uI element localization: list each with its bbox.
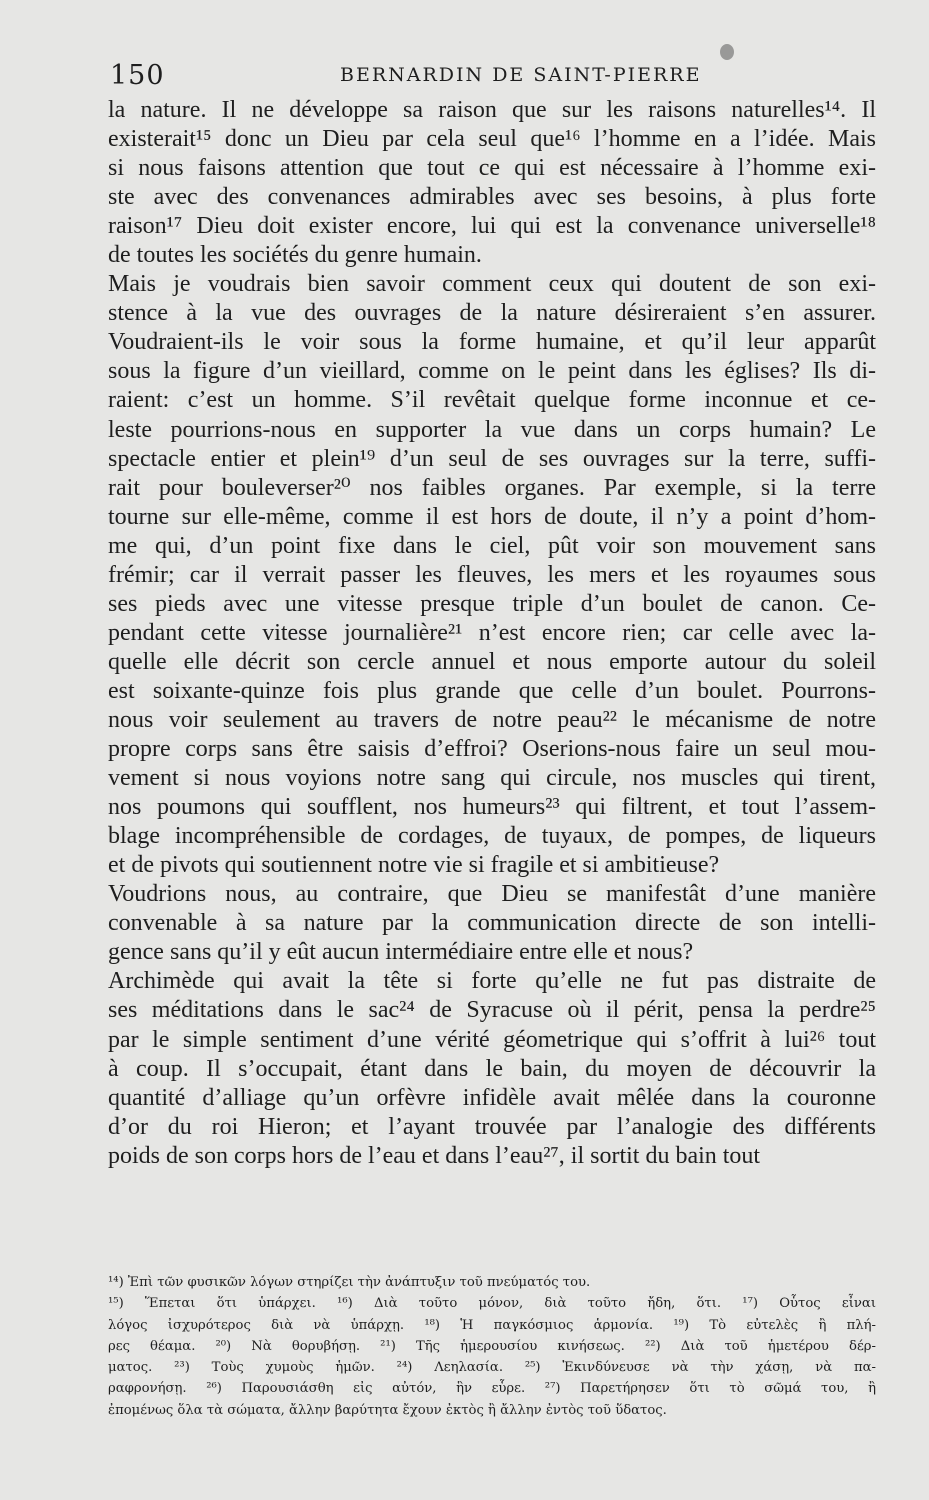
body-line: convenable à sa nature par la communication directe de son intelli- [108, 910, 876, 937]
body-line: nos poumons qui soufflent, nos humeurs²³ qui filtrent, et tout l’assem- [108, 794, 876, 821]
footnote-line: ¹⁵) Ἕπεται ὅτι ὑπάρχει. ¹⁶) Διὰ τοῦτο μόνον, διὰ τοῦτο ἤδη, ὅτι. ¹⁷) Οὗτος εἶναι [108, 1296, 876, 1312]
body-line: tourne sur elle-même, comme il est hors de doute, il n’y a point d’hom- [108, 503, 876, 530]
body-line: existerait¹⁵ donc un Dieu par cela seul que¹⁶ l’homme en a l’idée. Mais [108, 126, 876, 153]
footnote-line: ματος. ²³) Τοὺς χυμοὺς ἡμῶν. ²⁴) Λεηλασία. ²⁵) Ἐκινδύνευσε νὰ τὴν χάσῃ, νὰ πα- [108, 1360, 876, 1376]
body-line: la nature. Il ne développe sa raison que sur les raisons naturelles¹⁴. Il [108, 97, 876, 123]
body-line: rait pour bouleverser²⁰ nos faibles organes. Par exemple, si la terre [108, 474, 876, 501]
body-line: me qui, d’un point fixe dans le ciel, pût voir son mouvement sans [108, 532, 876, 559]
footnote-line: ραφρονήσῃ. ²⁶) Παρουσιάσθη εἰς αὐτόν, ἣν εὗρε. ²⁷) Παρετήρησεν ὅτι τὸ σῶμά του, ἢ [108, 1381, 876, 1397]
body-line: par le simple sentiment d’une vérité géometrique qui s’offrit à lui²⁶ tout [108, 1026, 876, 1053]
body-line: quantité d’alliage qu’un orfèvre infidèle avait mêlée dans la couronne [108, 1084, 876, 1111]
body-line: Archimède qui avait la tête si forte qu’elle ne fut pas distraite de [108, 968, 876, 995]
body-line: et de pivots qui soutiennent notre vie si fragile et si ambitieuse? [108, 852, 720, 879]
body-line: sous la figure d’un vieillard, comme on le peint dans les églises? Ils di- [108, 358, 876, 385]
body-line: raient: c’est un homme. S’il revêtait quelque forme inconnue et ce- [108, 387, 876, 414]
body-line: vement si nous voyions notre sang qui circule, nos muscles qui tirent, [108, 765, 876, 792]
body-line: Voudraient-ils le voir sous la forme humaine, et qu’il leur apparût [108, 329, 876, 356]
body-line: frémir; car il verrait passer les fleuves, les mers et les royaumes sous [108, 561, 876, 588]
footnotes [108, 1272, 876, 1421]
body-line: ses pieds avec une vitesse presque triple d’un boulet de canon. Ce- [108, 590, 876, 617]
body-line: raison¹⁷ Dieu doit exister encore, lui qui est la convenance universelle¹⁸ [108, 213, 876, 240]
page-header [110, 52, 880, 92]
body-line: si nous faisons attention que tout ce qui est nécessaire à l’homme exi- [108, 155, 876, 182]
body-line: à coup. Il s’occupait, étant dans le bain, du moyen de découvrir la [108, 1055, 876, 1082]
footnote-line: λόγος ἰσχυρότερος διὰ νὰ ὑπάρχῃ. ¹⁸) Ἡ παγκόσμιος ἁρμονία. ¹⁹) Τὸ εὐτελὲς ἢ πλή- [108, 1317, 876, 1333]
body-line: ses méditations dans le sac²⁴ de Syracuse où il périt, pensa la perdre²⁵ [108, 997, 876, 1024]
body-line: Voudrions nous, au contraire, que Dieu se manifestât d’une manière [108, 881, 876, 908]
body-line: est soixante-quinze fois plus grande que celle d’un boulet. Pourrons- [108, 677, 876, 704]
body-line: de toutes les sociétés du genre humain. [108, 242, 482, 269]
body-text [108, 96, 876, 1171]
body-line: gence sans qu’il y eût aucun intermédiaire entre elle et nous? [108, 939, 694, 966]
footnote-line: ἐπομένως ὅλα τὰ σώματα, ἄλλην βαρύτητα ἔχουν ἐκτὸς ἢ ἄλλην ἐντὸς τοῦ ὕδατος. [108, 1402, 667, 1418]
body-line: poids de son corps hors de l’eau et dans l’eau²⁷, il sortit du bain tout [108, 1142, 761, 1169]
body-line: blage incompréhensible de cordages, de tuyaux, de pompes, de liqueurs [108, 823, 876, 850]
ink-spot [720, 44, 734, 60]
body-line: stence à la vue des ouvrages de la nature désireraient s’en assurer. [108, 300, 876, 327]
body-line: ste avec des convenances admirables avec ses besoins, à plus forte [108, 184, 876, 211]
running-title: BERNARDIN DE SAINT-PIERRE [340, 64, 702, 86]
body-line: leste pourrions-nous en supporter la vue dans un corps humain? Le [108, 416, 876, 443]
body-line: d’or du roi Hieron; et l’ayant trouvée par l’analogie des différents [108, 1113, 876, 1140]
body-line: pendant cette vitesse journalière²¹ n’est encore rien; car celle avec la- [108, 619, 876, 646]
page-number: 150 [110, 60, 165, 91]
footnote-line: ¹⁴) Ἐπὶ τῶν φυσικῶν λόγων στηρίζει τὴν ἀνάπτυξιν τοῦ πνεύματός του. [108, 1275, 591, 1290]
body-line: spectacle entier et plein¹⁹ d’un seul de ses ouvrages sur la terre, suffi- [108, 445, 876, 472]
footnote-line: ρες θέαμα. ²⁰) Νὰ θορυβήσῃ. ²¹) Τῆς ἡμερουσίου κινήσεως. ²²) Διὰ τοῦ ἡμετέρου δέρ- [108, 1338, 876, 1354]
body-line: quelle elle décrit son cercle annuel et nous emporte autour du soleil [108, 648, 876, 675]
body-line: nous voir seulement au travers de notre peau²² le mécanisme de notre [108, 706, 876, 733]
body-line: propre corps sans être saisis d’effroi? Oserions-nous faire un seul mou- [108, 736, 876, 763]
body-line: Mais je voudrais bien savoir comment ceux qui doutent de son exi- [108, 271, 876, 298]
